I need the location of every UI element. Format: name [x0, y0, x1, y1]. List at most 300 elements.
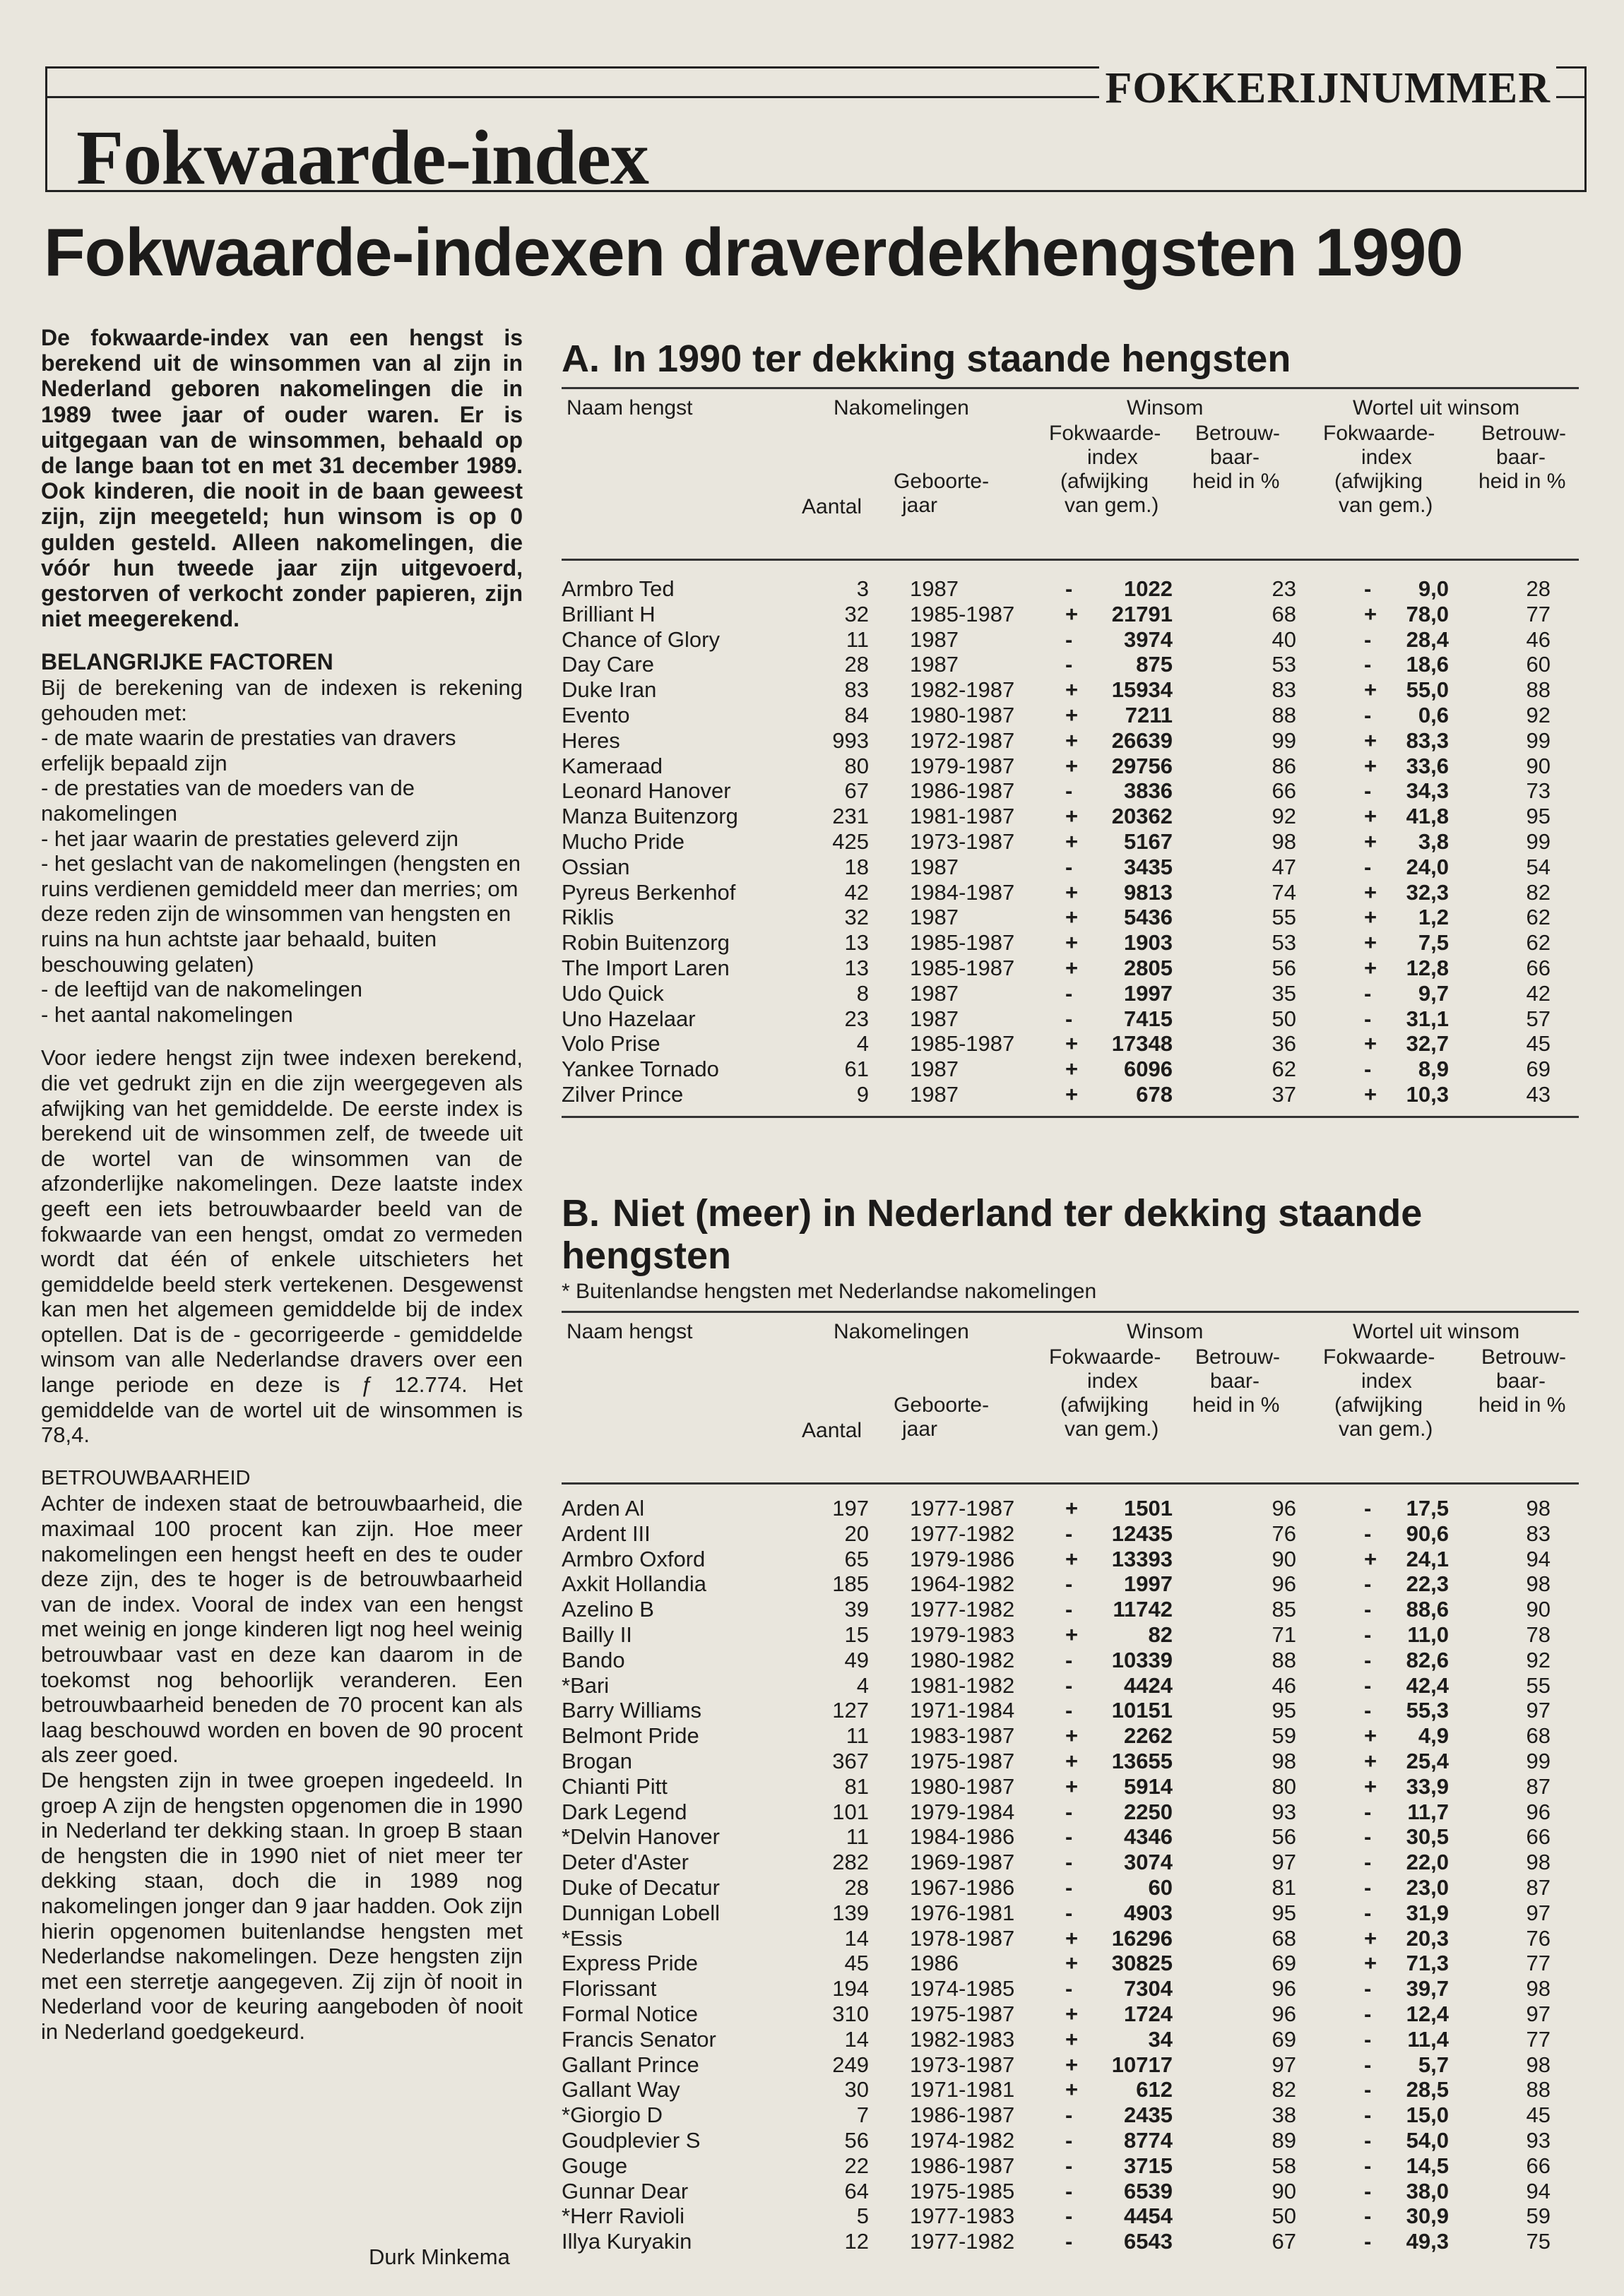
root-index-value: 3,8	[1418, 828, 1449, 854]
winsom-reliability: 66	[1272, 778, 1296, 804]
offspring-count: 11	[846, 1723, 869, 1749]
root-index-sign: +	[1364, 1546, 1377, 1571]
root-index-sign: -	[1364, 2153, 1372, 2178]
col-year-header-2: jaar	[902, 494, 938, 517]
stallion-name: Bailly II	[562, 1622, 632, 1647]
stallion-name: Armbro Oxford	[562, 1546, 706, 1571]
birth-years: 1979-1987	[910, 753, 1015, 778]
offspring-count: 39	[844, 1597, 869, 1622]
root-index-sign: -	[1364, 1622, 1372, 1647]
root-index-sign: +	[1364, 1081, 1377, 1107]
birth-years: 1987	[910, 652, 959, 677]
offspring-count: 194	[832, 1976, 869, 2001]
root-index-value: 12,4	[1406, 2001, 1449, 2026]
winsom-index-sign: +	[1065, 1057, 1079, 1082]
root-index-sign: -	[1364, 576, 1372, 601]
winsom-index-sign: -	[1065, 1006, 1073, 1031]
offspring-count: 4	[856, 1672, 869, 1698]
winsom-index-sign: +	[1065, 1081, 1079, 1107]
stallion-name: The Import Laren	[562, 955, 730, 980]
winsom-index-sign: +	[1065, 1925, 1079, 1951]
stallion-name: Florissant	[562, 1976, 657, 2001]
col-idx1-header-3: (afwijking	[1060, 1393, 1149, 1417]
stallion-name: *Essis	[562, 1925, 623, 1951]
offspring-count: 310	[832, 2001, 869, 2026]
root-reliability: 99	[1526, 727, 1551, 753]
table-row	[562, 930, 1579, 956]
offspring-count: 14	[844, 1925, 869, 1951]
birth-years: 1985-1987	[910, 930, 1015, 956]
birth-years: 1975-1985	[910, 2178, 1015, 2203]
table-row	[562, 1976, 1579, 2001]
birth-years: 1987	[910, 626, 959, 652]
winsom-reliability: 96	[1272, 2001, 1296, 2026]
root-index-sign: -	[1364, 854, 1372, 879]
root-index-sign: -	[1364, 1874, 1372, 1900]
birth-years: 1985-1987	[910, 601, 1015, 626]
col-name-header: Naam hengst	[567, 1320, 693, 1343]
stallion-name: Volo Prise	[562, 1031, 660, 1057]
stallion-name: Uno Hazelaar	[562, 1006, 696, 1031]
col-idx1-header-1: Fokwaarde-	[1049, 1345, 1161, 1369]
winsom-index-value: 2805	[1124, 955, 1173, 980]
stallion-name: Axkit Hollandia	[562, 1571, 707, 1597]
winsom-index-sign: +	[1065, 804, 1079, 829]
col-count-header: Aantal	[802, 1419, 863, 1442]
offspring-count: 367	[832, 1748, 869, 1773]
winsom-index-value: 15934	[1111, 677, 1173, 703]
root-index-value: 31,1	[1406, 1006, 1449, 1031]
winsom-reliability: 69	[1272, 2026, 1296, 2052]
section-b	[562, 1192, 1579, 2254]
birth-years: 1987	[910, 576, 959, 601]
offspring-count: 231	[832, 804, 869, 829]
root-reliability: 60	[1526, 652, 1551, 677]
winsom-index-sign: -	[1065, 2153, 1073, 2178]
col-rel1-header-1: Betrouw-	[1195, 422, 1281, 445]
winsom-index-sign: -	[1065, 2127, 1073, 2153]
foreign-stallions-note: * Buitenlandse hengsten met Nederlandse nakomelingen	[562, 1280, 1097, 1303]
col-idx2-header-1: Fokwaarde-	[1323, 422, 1435, 445]
section-b-table	[562, 1496, 1579, 2254]
stallion-name: Gunnar Dear	[562, 2178, 689, 2203]
table-row	[562, 2128, 1579, 2153]
root-index-value: 31,9	[1406, 1900, 1449, 1925]
col-idx2-header-3: (afwijking	[1334, 470, 1423, 493]
stallion-name: Heres	[562, 727, 620, 753]
stallion-name: Gallant Way	[562, 2077, 680, 2102]
col-rel2-header-2: baar-	[1496, 446, 1546, 469]
root-reliability: 98	[1526, 1496, 1551, 1521]
offspring-count: 64	[844, 2178, 869, 2203]
stallion-name: *Delvin Hanover	[562, 1824, 720, 1850]
stallion-name: Riklis	[562, 905, 615, 930]
factors-lead: Bij de berekening van de indexen is rekening gehouden met:	[41, 675, 523, 725]
table-row	[562, 1698, 1579, 1723]
root-index-value: 49,3	[1406, 2229, 1449, 2254]
root-index-sign: -	[1364, 1521, 1372, 1546]
offspring-count: 11	[846, 1824, 869, 1850]
root-reliability: 98	[1526, 1571, 1551, 1597]
birth-years: 1979-1983	[910, 1622, 1015, 1647]
factors-heading: BELANGRIJKE FACTOREN	[41, 649, 333, 675]
stallion-name: Francis Senator	[562, 2026, 716, 2052]
birth-years: 1973-1987	[910, 828, 1015, 854]
winsom-index-sign: +	[1065, 1546, 1079, 1571]
root-reliability: 77	[1526, 1951, 1551, 1976]
root-reliability: 94	[1526, 1546, 1551, 1571]
winsom-index-value: 9813	[1124, 879, 1173, 905]
root-reliability: 55	[1526, 1672, 1551, 1698]
offspring-count: 282	[832, 1850, 869, 1875]
offspring-count: 32	[844, 905, 869, 930]
offspring-count: 42	[844, 879, 869, 905]
offspring-count: 3	[856, 576, 869, 601]
root-index-value: 30,9	[1406, 2203, 1449, 2229]
factor-item: - het jaar waarin de prestaties geleverd zijn	[41, 826, 459, 851]
root-index-value: 24,1	[1406, 1546, 1449, 1571]
winsom-index-value: 875	[1136, 652, 1173, 677]
groups-paragraph: De hengsten zijn in twee groepen ingedeeld. In groep A zijn de hengsten opgenomen die in 1990 in Nederland ter dekking staan. In groep B staan de hengsten die in 1990 niet of niet meer ter dekking staan, doch die in 1989 nog nakomelingen jonger dan 9 jaar hadden. Ook zijn hierin opgenomen buitenlandse hengsten met Nederlandse nakomelingen. Deze hengsten zijn met een sterretje aangegeven. Zij zijn òf nooit in Nederland voor de keuring aangeboden òf nooit in Nederland goedgekeurd.	[41, 1767, 523, 2044]
root-index-value: 78,0	[1406, 601, 1449, 626]
root-index-sign: -	[1364, 2127, 1372, 2153]
winsom-index-value: 6096	[1124, 1057, 1173, 1082]
section-a-bottom-rule	[562, 1116, 1579, 1118]
winsom-index-sign: +	[1065, 930, 1079, 956]
birth-years: 1977-1983	[910, 2203, 1015, 2229]
birth-years: 1974-1982	[910, 2127, 1015, 2153]
table-row	[562, 1850, 1579, 1875]
stallion-name: Barry Williams	[562, 1698, 702, 1723]
table-row	[562, 677, 1579, 703]
birth-years: 1986-1987	[910, 2102, 1015, 2128]
winsom-reliability: 96	[1272, 1976, 1296, 2001]
winsom-index-value: 13393	[1111, 1546, 1173, 1571]
stallion-name: Brogan	[562, 1748, 632, 1773]
root-index-sign: -	[1364, 1824, 1372, 1850]
root-reliability: 92	[1526, 702, 1551, 727]
stallion-name: Armbro Ted	[562, 576, 675, 601]
winsom-reliability: 98	[1272, 828, 1296, 854]
root-index-value: 90,6	[1406, 1521, 1449, 1546]
col-idx1-header-1: Fokwaarde-	[1049, 422, 1161, 445]
table-row	[562, 1723, 1579, 1749]
birth-years: 1986-1987	[910, 2153, 1015, 2178]
root-index-sign: -	[1364, 2102, 1372, 2128]
winsom-index-value: 10717	[1111, 2052, 1173, 2077]
table-row	[562, 981, 1579, 1006]
root-reliability: 90	[1526, 753, 1551, 778]
root-index-value: 22,0	[1406, 1850, 1449, 1875]
root-reliability: 75	[1526, 2229, 1551, 2254]
winsom-index-sign: +	[1065, 2026, 1079, 2052]
stallion-name: Gallant Prince	[562, 2052, 699, 2077]
winsom-reliability: 93	[1272, 1799, 1296, 1824]
root-index-value: 82,6	[1406, 1647, 1449, 1672]
winsom-index-value: 1997	[1124, 980, 1173, 1006]
root-index-value: 32,3	[1406, 879, 1449, 905]
winsom-index-value: 6543	[1124, 2229, 1173, 2254]
root-reliability: 83	[1526, 1521, 1551, 1546]
birth-years: 1977-1982	[910, 1597, 1015, 1622]
winsom-index-value: 2262	[1124, 1723, 1173, 1749]
birth-years: 1967-1986	[910, 1874, 1015, 1900]
root-reliability: 82	[1526, 879, 1551, 905]
winsom-index-sign: -	[1065, 854, 1073, 879]
winsom-index-value: 6539	[1124, 2178, 1173, 2203]
root-reliability: 97	[1526, 1698, 1551, 1723]
stallion-name: Goudplevier S	[562, 2127, 701, 2153]
root-index-sign: -	[1364, 1057, 1372, 1082]
winsom-reliability: 53	[1272, 652, 1296, 677]
factor-item: - het geslacht van de nakomelingen (hengsten en ruins verdienen gemiddeld meer dan merries; om deze reden zijn de winsommen van hengsten en ruins na hun achtste jaar behaald, buiten beschouwing gelaten)	[41, 851, 521, 977]
winsom-index-sign: -	[1065, 1647, 1073, 1672]
root-reliability: 95	[1526, 804, 1551, 829]
offspring-count: 81	[844, 1773, 869, 1799]
root-reliability: 99	[1526, 1748, 1551, 1773]
winsom-reliability: 67	[1272, 2229, 1296, 2254]
table-row	[562, 754, 1579, 779]
root-index-sign: -	[1364, 1496, 1372, 1521]
winsom-reliability: 23	[1272, 576, 1296, 601]
birth-years: 1976-1981	[910, 1900, 1015, 1925]
col-idx2-header-3: (afwijking	[1334, 1393, 1423, 1417]
offspring-count: 7	[856, 2102, 869, 2128]
section-b-title: Niet (meer) in Nederland ter dekking staande hengsten	[562, 1192, 1423, 1277]
winsom-index-sign: -	[1065, 778, 1073, 804]
col-rel1-header-1: Betrouw-	[1195, 1345, 1281, 1369]
birth-years: 1973-1987	[910, 2052, 1015, 2077]
root-index-value: 83,3	[1406, 727, 1449, 753]
reliability-paragraph: Achter de indexen staat de betrouwbaarheid, die maximaal 100 procent kan zijn. Hoe meer nakomelingen een hengst heeft en des te ouder deze zijn, des te hoger is de betrouwbaarheid van de index. Vooral de index van een hengst met weinig en jonge kinderen ligt nog heel weinig betrouwbaar vast en deze kan daarom in de toekomst nog behoorlijk veranderen. Een betrouwbaarheid beneden de 70 procent kan als laag beschouwd worden en boven de 90 procent als zeer goed.	[41, 1491, 523, 1768]
winsom-reliability: 81	[1272, 1874, 1296, 1900]
stallion-name: Evento	[562, 702, 630, 727]
offspring-count: 9	[856, 1081, 869, 1107]
winsom-index-value: 3074	[1124, 1850, 1173, 1875]
root-index-sign: +	[1364, 601, 1377, 626]
birth-years: 1977-1982	[910, 1521, 1015, 1546]
col-rel2-header-1: Betrouw-	[1481, 422, 1567, 445]
table-row	[562, 576, 1579, 602]
col-winsom-header: Winsom	[1127, 1320, 1204, 1343]
offspring-count: 20	[844, 1521, 869, 1546]
birth-years: 1982-1983	[910, 2026, 1015, 2052]
winsom-reliability: 98	[1272, 1748, 1296, 1773]
birth-years: 1987	[910, 1006, 959, 1031]
offspring-count: 15	[844, 1622, 869, 1647]
root-index-sign: -	[1364, 626, 1372, 652]
root-index-value: 54,0	[1406, 2127, 1449, 2153]
table-row	[562, 1901, 1579, 1926]
indexes-paragraph: Voor iedere hengst zijn twee indexen berekend, die vet gedrukt zijn en die zijn weergegeven als afwijking van het gemiddelde. De eerste index is berekend uit de winsommen zelf, de tweede uit de wortel van de winsommen van de afzonderlijke nakomelingen. Deze laatste index geeft een iets betrouwbaarder beeld van de fokwaarde van een hengst, omdat zo vermeden wordt dat één of enkele uitschieters het gemiddelde beeld sterk vertekenen. Desgewenst kan men het algemeen gemiddelde bij de index optellen. Dat is de - gecorrigeerde - gemiddelde winsom van alle Nederlandse dravers over een lange periode en deze is ƒ 12.774. Het gemiddelde van de wortel uit de winsommen is 78,4.	[41, 1045, 523, 1448]
table-row	[562, 1926, 1579, 1951]
table-row	[562, 2027, 1579, 2052]
root-reliability: 69	[1526, 1057, 1551, 1082]
winsom-index-sign: +	[1065, 955, 1079, 980]
table-row	[562, 1496, 1579, 1521]
root-reliability: 62	[1526, 905, 1551, 930]
winsom-index-value: 5436	[1124, 905, 1173, 930]
winsom-reliability: 35	[1272, 980, 1296, 1006]
root-reliability: 90	[1526, 1597, 1551, 1622]
stallion-name: Brilliant H	[562, 601, 656, 626]
winsom-index-sign: -	[1065, 2178, 1073, 2203]
root-reliability: 28	[1526, 576, 1551, 601]
stallion-name: Chianti Pitt	[562, 1773, 668, 1799]
col-year-header-2: jaar	[902, 1417, 938, 1441]
birth-years: 1975-1987	[910, 2001, 1015, 2026]
offspring-count: 22	[844, 2153, 869, 2178]
winsom-index-value: 20362	[1111, 804, 1173, 829]
winsom-index-sign: -	[1065, 1672, 1073, 1698]
root-index-sign: +	[1364, 753, 1377, 778]
root-reliability: 96	[1526, 1799, 1551, 1824]
winsom-index-value: 5914	[1124, 1773, 1173, 1799]
section-a-table	[562, 576, 1579, 1107]
root-index-value: 9,7	[1418, 980, 1449, 1006]
table-row	[562, 1774, 1579, 1800]
winsom-reliability: 88	[1272, 702, 1296, 727]
root-index-sign: +	[1364, 1773, 1377, 1799]
section-b-header-rule	[562, 1482, 1579, 1485]
winsom-index-value: 2435	[1124, 2102, 1173, 2128]
root-index-value: 38,0	[1406, 2178, 1449, 2203]
stallion-name: Express Pride	[562, 1951, 698, 1976]
root-reliability: 93	[1526, 2127, 1551, 2153]
winsom-index-value: 1724	[1124, 2001, 1173, 2026]
factor-item: - de leeftijd van de nakomelingen	[41, 977, 362, 1002]
birth-years: 1964-1982	[910, 1571, 1015, 1597]
winsom-index-sign: +	[1065, 1622, 1079, 1647]
root-index-sign: +	[1364, 930, 1377, 956]
table-row	[562, 1547, 1579, 1572]
col-idx1-header-3: (afwijking	[1060, 470, 1149, 493]
table-row	[562, 880, 1579, 905]
winsom-index-value: 10339	[1111, 1647, 1173, 1672]
root-index-value: 4,9	[1418, 1723, 1449, 1749]
article-column	[41, 325, 523, 2045]
table-row	[562, 2179, 1579, 2204]
section-a-header-rule	[562, 559, 1579, 561]
root-reliability: 87	[1526, 1773, 1551, 1799]
root-index-value: 20,3	[1406, 1925, 1449, 1951]
root-reliability: 98	[1526, 2052, 1551, 2077]
birth-years: 1985-1987	[910, 955, 1015, 980]
birth-years: 1975-1987	[910, 1748, 1015, 1773]
table-row	[562, 1521, 1579, 1547]
winsom-reliability: 56	[1272, 955, 1296, 980]
root-index-sign: -	[1364, 1850, 1372, 1875]
winsom-index-value: 13655	[1111, 1748, 1173, 1773]
stallion-name: Illya Kuryakin	[562, 2229, 692, 2254]
root-index-sign: +	[1364, 1723, 1377, 1749]
winsom-reliability: 74	[1272, 879, 1296, 905]
col-root-header: Wortel uit winsom	[1353, 396, 1520, 420]
root-reliability: 77	[1526, 601, 1551, 626]
col-winsom-header: Winsom	[1127, 396, 1204, 420]
table-row	[562, 956, 1579, 981]
root-index-sign: -	[1364, 1672, 1372, 1698]
root-index-sign: +	[1364, 879, 1377, 905]
winsom-reliability: 97	[1272, 1850, 1296, 1875]
root-reliability: 66	[1526, 955, 1551, 980]
root-index-sign: -	[1364, 1006, 1372, 1031]
birth-years: 1971-1981	[910, 2077, 1015, 2102]
root-index-value: 11,4	[1407, 2026, 1449, 2052]
section-a	[562, 338, 1579, 1118]
winsom-index-sign: -	[1065, 1571, 1073, 1597]
col-rel1-header-2: baar-	[1210, 446, 1260, 469]
winsom-reliability: 92	[1272, 804, 1296, 829]
table-row	[562, 2102, 1579, 2128]
offspring-count: 84	[844, 702, 869, 727]
author-byline: Durk Minkema	[369, 2244, 510, 2269]
winsom-index-sign: +	[1065, 1723, 1079, 1749]
reliability-heading: BETROUWBAARHEID	[41, 1466, 251, 1489]
table-row	[562, 1571, 1579, 1597]
root-index-value: 88,6	[1406, 1597, 1449, 1622]
col-year-header-1: Geboorte-	[894, 1393, 990, 1417]
table-row	[562, 855, 1579, 880]
birth-years: 1979-1986	[910, 1546, 1015, 1571]
birth-years: 1980-1987	[910, 1773, 1015, 1799]
winsom-reliability: 36	[1272, 1031, 1296, 1057]
winsom-reliability: 56	[1272, 1824, 1296, 1850]
offspring-count: 993	[832, 727, 869, 753]
col-rel1-header-3: heid in %	[1192, 1393, 1280, 1417]
stallion-name: Ardent III	[562, 1521, 651, 1546]
winsom-reliability: 55	[1272, 905, 1296, 930]
root-index-value: 14,5	[1406, 2153, 1449, 2178]
winsom-index-sign: -	[1065, 980, 1073, 1006]
table-row	[562, 2077, 1579, 2102]
winsom-index-value: 4346	[1124, 1824, 1173, 1850]
table-row	[562, 1031, 1579, 1057]
winsom-index-sign: -	[1065, 1521, 1073, 1546]
table-row	[562, 627, 1579, 653]
table-row	[562, 804, 1579, 829]
root-index-sign: -	[1364, 1799, 1372, 1824]
root-reliability: 45	[1526, 2102, 1551, 2128]
winsom-index-sign: -	[1065, 652, 1073, 677]
offspring-count: 28	[844, 1874, 869, 1900]
offspring-count: 11	[846, 626, 869, 652]
root-index-sign: +	[1364, 677, 1377, 703]
offspring-count: 23	[844, 1006, 869, 1031]
offspring-count: 45	[844, 1951, 869, 1976]
winsom-index-sign: -	[1065, 1799, 1073, 1824]
col-idx2-header-2: index	[1361, 1369, 1412, 1393]
section-a-letter: A.	[562, 338, 600, 380]
stallion-name: Deter d'Aster	[562, 1850, 689, 1875]
root-index-sign: -	[1364, 1597, 1372, 1622]
col-rel2-header-2: baar-	[1496, 1369, 1546, 1393]
offspring-count: 61	[844, 1057, 869, 1082]
offspring-count: 83	[844, 677, 869, 703]
table-row	[562, 1800, 1579, 1825]
table-row	[562, 2001, 1579, 2027]
birth-years: 1984-1986	[910, 1824, 1015, 1850]
offspring-count: 28	[844, 652, 869, 677]
table-row	[562, 1824, 1579, 1850]
winsom-index-value: 12435	[1111, 1521, 1173, 1546]
winsom-index-value: 678	[1136, 1081, 1173, 1107]
winsom-reliability: 47	[1272, 854, 1296, 879]
winsom-index-value: 60	[1148, 1874, 1173, 1900]
stallion-name: Day Care	[562, 652, 654, 677]
col-count-header: Aantal	[802, 495, 863, 518]
winsom-index-sign: -	[1065, 626, 1073, 652]
